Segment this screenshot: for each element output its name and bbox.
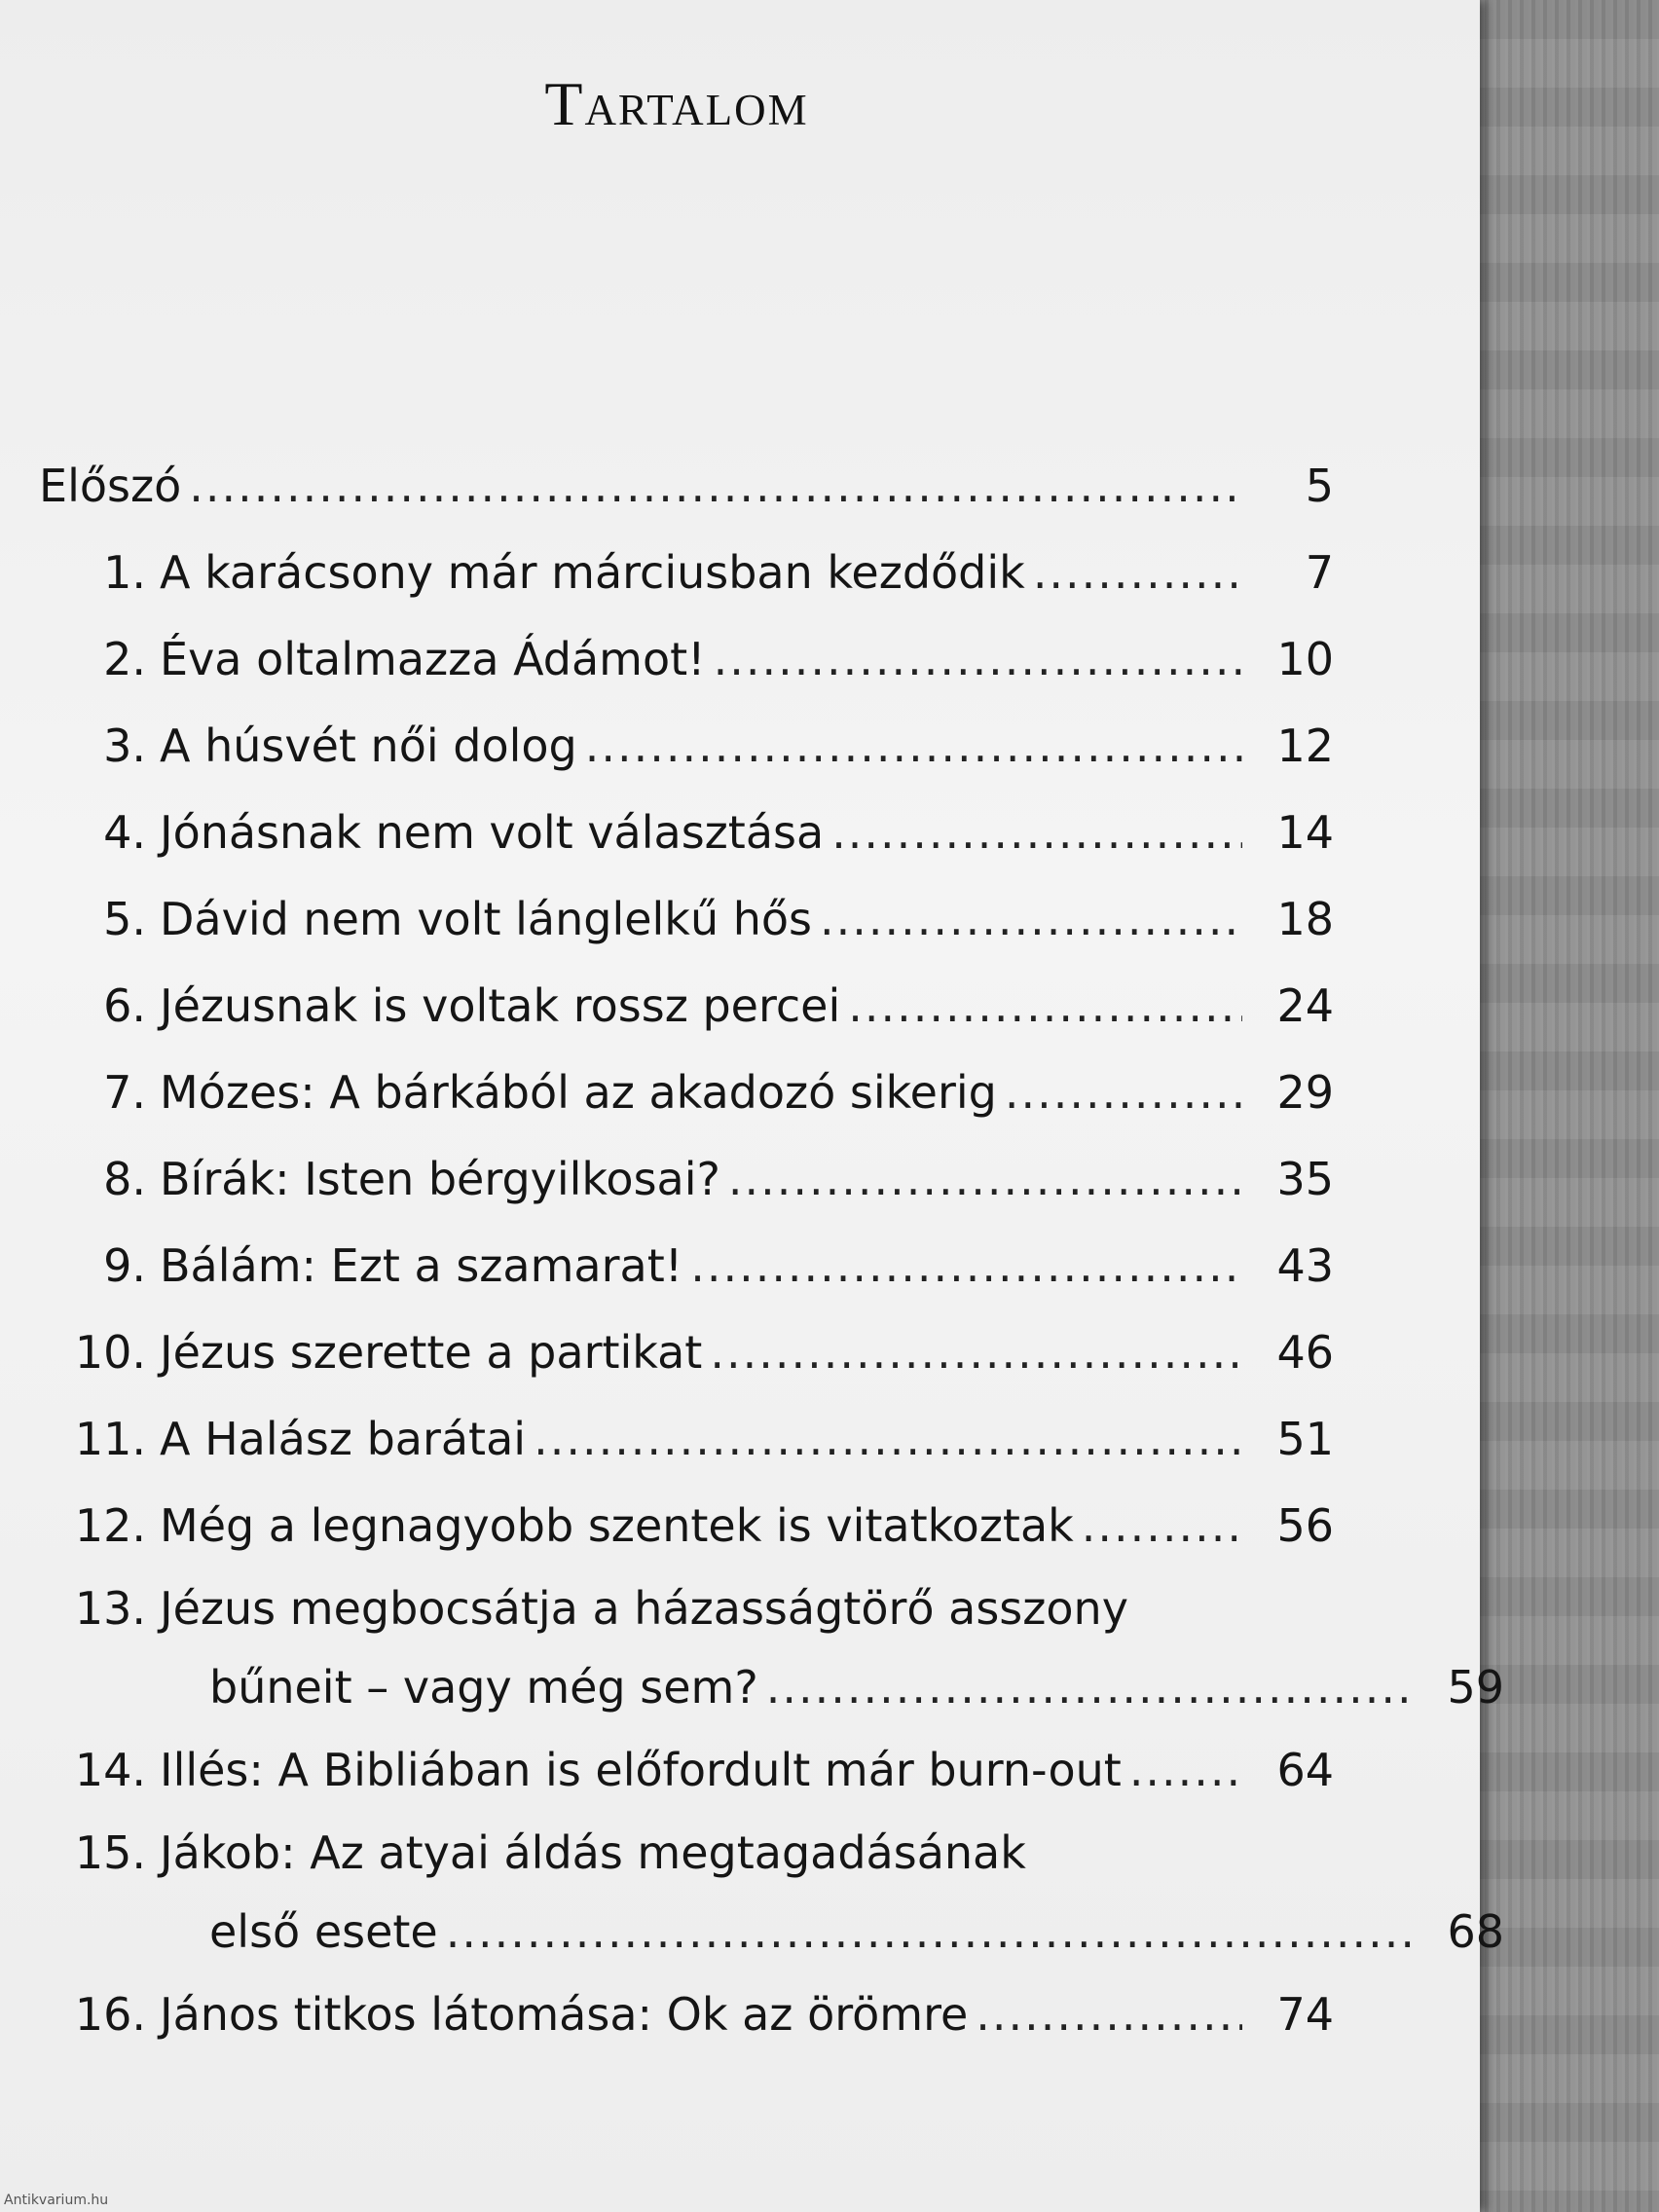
toc-chapter-number: 2. [103, 633, 146, 685]
toc-entry [39, 1396, 1334, 1483]
toc-chapter-number: 14. [74, 1744, 146, 1796]
toc-entry [39, 876, 1334, 963]
toc-chapter-number: 1. [103, 546, 146, 599]
toc-page-number: 56 [1276, 1499, 1334, 1552]
dot-leader [766, 1648, 1413, 1726]
toc-page-number: 68 [1447, 1905, 1504, 1958]
toc-entry-label: Jézusnak is voltak rossz percei [160, 979, 841, 1032]
toc-page-number: 24 [1276, 979, 1334, 1032]
toc-page-number: 35 [1276, 1153, 1334, 1205]
toc-page-number: 51 [1276, 1413, 1334, 1465]
toc-entry-line-2 [39, 1648, 1504, 1726]
toc-entry-label: Bálám: Ezt a szamarat! [160, 1239, 683, 1292]
toc-entry-label: Jónásnak nem volt választása [160, 806, 825, 859]
toc-page-number: 7 [1305, 546, 1334, 599]
toc-entry [39, 1309, 1334, 1396]
toc-chapter-number: 7. [103, 1066, 146, 1119]
toc-chapter-number: 3. [103, 719, 146, 772]
toc-entry [39, 703, 1334, 790]
toc-chapter-number: 5. [103, 893, 146, 945]
toc-entry [39, 1223, 1334, 1309]
toc-chapter-number: 10. [74, 1326, 146, 1379]
toc-entry [39, 1136, 1334, 1223]
toc-entry-label: János titkos látomása: Ok az örömre [160, 1988, 969, 2041]
toc-entry-label: Bírák: Isten bérgyilkosai? [160, 1153, 720, 1205]
toc-entry-preface [39, 443, 1334, 530]
toc-entry [39, 1483, 1334, 1569]
toc-chapter-number: 16. [74, 1988, 146, 2041]
dot-leader [534, 1396, 1242, 1483]
toc-entry-line-1 [39, 1569, 1334, 1647]
toc-entry-label: Éva oltalmazza Ádámot! [160, 633, 706, 685]
toc-page-number: 10 [1276, 633, 1334, 685]
dot-leader [1082, 1483, 1242, 1569]
wooden-background [1470, 0, 1659, 2212]
toc-entry [39, 1727, 1334, 1814]
toc-page-number: 18 [1276, 893, 1334, 945]
toc-chapter-number: 8. [103, 1153, 146, 1205]
dot-leader [1033, 530, 1242, 616]
page-title: Tartalom [544, 69, 809, 138]
toc-page-number: 74 [1276, 1988, 1334, 2041]
toc-entry-label: A karácsony már márciusban kezdődik [160, 546, 1025, 599]
watermark: Antikvarium.hu [4, 2193, 109, 2208]
toc-entry-label: Dávid nem volt lánglelkű hős [160, 893, 812, 945]
toc-entry [39, 530, 1334, 616]
toc-chapter-number: 15. [74, 1826, 146, 1879]
dot-leader [1005, 1050, 1242, 1136]
toc-entry [39, 1972, 1334, 2058]
dot-leader [189, 443, 1242, 530]
toc-entry-label: Jézus szerette a partikat [160, 1326, 703, 1379]
toc-page-number: 5 [1305, 460, 1334, 512]
dot-leader [831, 790, 1242, 876]
toc-page-number: 14 [1276, 806, 1334, 859]
toc-chapter-number: 13. [74, 1582, 146, 1635]
toc-entry [39, 1050, 1334, 1136]
dot-leader [585, 703, 1242, 790]
toc-page-number: 46 [1276, 1326, 1334, 1379]
dot-leader [848, 963, 1242, 1050]
toc-entry-label: Előszó [39, 460, 182, 512]
toc-entry [39, 790, 1334, 876]
toc-entry-label: Jákob: Az atyai áldás megtagadásának [160, 1826, 1026, 1879]
dot-leader [820, 876, 1242, 963]
toc-entry-label-continued: első esete [209, 1905, 438, 1958]
toc-chapter-number: 6. [103, 979, 146, 1032]
dot-leader [710, 1309, 1242, 1396]
toc-page-number: 43 [1276, 1239, 1334, 1292]
dot-leader [714, 616, 1242, 703]
toc-entry [39, 1814, 1504, 1972]
toc-chapter-number: 9. [103, 1239, 146, 1292]
toc-entry [39, 963, 1334, 1050]
dot-leader [446, 1893, 1413, 1971]
toc-entry-label: Jézus megbocsátja a házasságtörő asszony [160, 1582, 1128, 1635]
table-of-contents [39, 443, 1504, 2058]
dot-leader [728, 1136, 1242, 1223]
toc-entry-label: A Halász barátai [160, 1413, 527, 1465]
toc-chapter-number: 11. [74, 1413, 146, 1465]
toc-entry-label: A húsvét női dolog [160, 719, 577, 772]
toc-entry-label: Illés: A Bibliában is előfordult már burn-out [160, 1744, 1122, 1796]
toc-entry-label: Még a legnagyobb szentek is vitatkoztak [160, 1499, 1074, 1552]
toc-entry-line-1 [39, 1814, 1334, 1892]
toc-chapter-number: 12. [74, 1499, 146, 1552]
dot-leader [690, 1223, 1242, 1309]
toc-entry [39, 616, 1334, 703]
toc-page-number: 29 [1276, 1066, 1334, 1119]
toc-entry [39, 1569, 1504, 1727]
toc-chapter-number: 4. [103, 806, 146, 859]
dot-leader [1129, 1727, 1242, 1814]
toc-entry-label-continued: bűneit – vagy még sem? [209, 1661, 758, 1714]
dot-leader [976, 1972, 1242, 2058]
toc-entry-label: Mózes: A bárkából az akadozó sikerig [160, 1066, 997, 1119]
toc-entry-line-2 [39, 1893, 1504, 1971]
toc-page-number: 12 [1276, 719, 1334, 772]
toc-page-number: 64 [1276, 1744, 1334, 1796]
toc-page-number: 59 [1447, 1661, 1504, 1714]
